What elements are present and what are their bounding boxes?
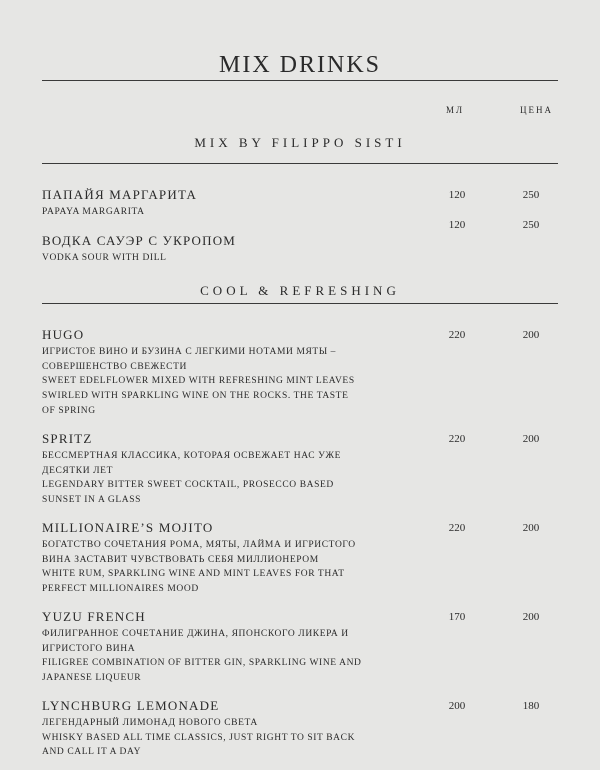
item-volume: 200 bbox=[448, 700, 466, 712]
item-price: 250 bbox=[522, 219, 540, 231]
item-price: 180 bbox=[522, 700, 540, 712]
item-description: БЕССМЕРТНАЯ КЛАССИКА, КОТОРАЯ ОСВЕЖАЕТ НАС УЖЕ ДЕСЯТКИ ЛЕТ LEGENDARY BITTER SWEET COCKTAIL, PROSECCO BASED SUNSET IN A GLASS bbox=[42, 451, 342, 506]
item-price: 200 bbox=[522, 522, 540, 534]
item-name: YUZU FRENCH bbox=[42, 609, 146, 624]
item-description: ФИЛИГРАННОЕ СОЧЕТАНИЕ ДЖИНА, ЯПОНСКОГО ЛИКЕРА И ИГРИСТОГО ВИНА FILIGREE COMBINATION OF BITTER GIN, SPARKLING WINE AND JAPANESE LIQUEUR bbox=[42, 629, 362, 684]
item-description: ИГРИСТОЕ ВИНО И БУЗИНА С ЛЕГКИМИ НОТАМИ МЯТЫ – СОВЕРШЕНСТВО СВЕЖЕСТИ SWEET EDELFLOWER MIXED WITH REFRESHING MINT LEAVES SWIRLED WITH SPARKLING WINE ON THE ROCKS. THE TASTE OF SPRING bbox=[42, 347, 355, 416]
item-price: 250 bbox=[522, 189, 540, 201]
item-description: БОГАТСТВО СОЧЕТАНИЯ РОМА, МЯТЫ, ЛАЙМА И ИГРИСТОГО ВИНА ЗАСТАВИТ ЧУВСТВОВАТЬ СЕБЯ МИЛЛИОНЕРОМ WHITE RUM, SPARKLING WINE AND MINT LEAVES FOR THAT PERFECT MILLIONAIRES MOOD bbox=[42, 540, 356, 595]
item-description: VODKA SOUR WITH DILL bbox=[42, 253, 167, 263]
menu-item bbox=[42, 697, 582, 760]
menu-item bbox=[42, 186, 582, 220]
section-title: MIX BY FILIPPO SISTI bbox=[194, 135, 406, 150]
menu-item bbox=[42, 232, 582, 266]
item-volume: 220 bbox=[448, 433, 466, 445]
menu-item bbox=[42, 519, 582, 597]
item-volume: 220 bbox=[448, 329, 466, 341]
menu-item bbox=[42, 326, 582, 419]
price-column-header: ЦЕНА bbox=[520, 105, 553, 115]
item-volume: 120 bbox=[448, 219, 466, 231]
ml-column-header: МЛ bbox=[446, 105, 465, 115]
item-name: ВОДКА САУЭР С УКРОПОМ bbox=[42, 233, 237, 248]
section-title: COOL & REFRESHING bbox=[200, 283, 400, 298]
menu-item bbox=[42, 608, 582, 686]
item-price: 200 bbox=[522, 433, 540, 445]
item-volume: 220 bbox=[448, 522, 466, 534]
section-divider bbox=[42, 163, 558, 164]
item-name: LYNCHBURG LEMONADE bbox=[42, 698, 220, 713]
item-name: SPRITZ bbox=[42, 431, 93, 446]
menu-item bbox=[42, 430, 582, 508]
item-volume: 170 bbox=[448, 611, 466, 623]
section-divider bbox=[42, 303, 558, 304]
page-title: MIX DRINKS bbox=[218, 52, 381, 78]
item-description: ЛЕГЕНДАРНЫЙ ЛИМОНАД НОВОГО СВЕТА WHISKY BASED ALL TIME CLASSICS, JUST RIGHT TO SIT BACK AND CALL IT A DAY bbox=[42, 718, 356, 758]
item-name: ПАПАЙЯ МАРГАРИТА bbox=[42, 187, 198, 202]
item-volume: 120 bbox=[448, 189, 466, 201]
item-name: MILLIONAIRE’S MOJITO bbox=[42, 520, 214, 535]
item-name: HUGO bbox=[42, 327, 85, 342]
title-divider bbox=[42, 80, 558, 81]
item-price: 200 bbox=[522, 329, 540, 341]
item-price: 200 bbox=[522, 611, 540, 623]
item-description: PAPAYA MARGARITA bbox=[42, 207, 145, 217]
